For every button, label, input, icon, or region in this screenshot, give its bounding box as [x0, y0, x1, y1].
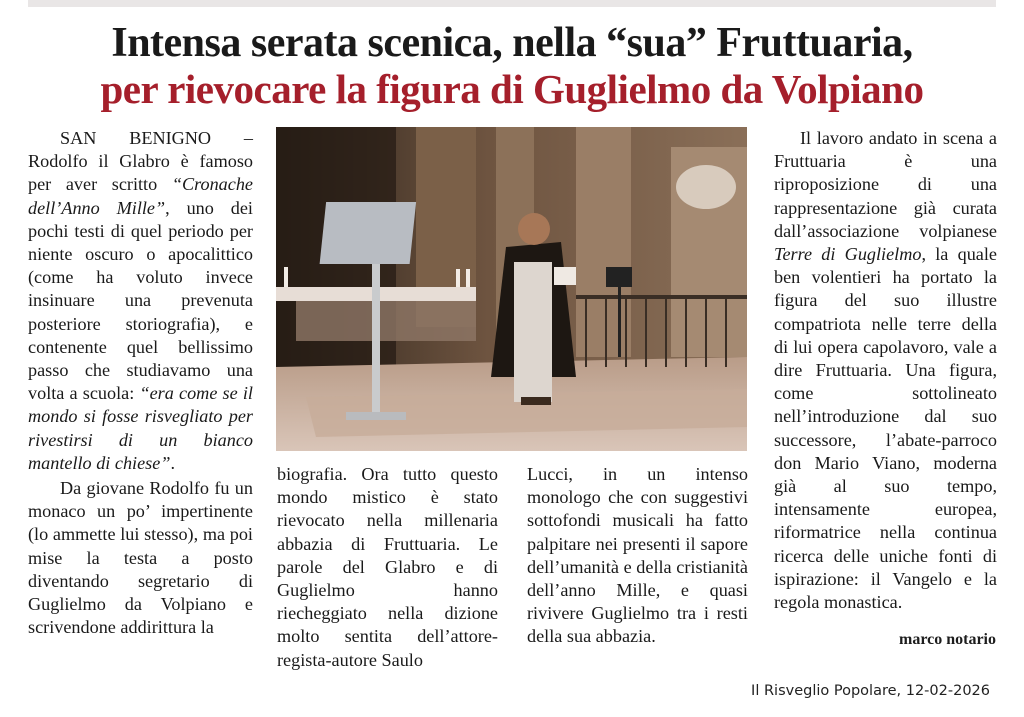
- column-1-paragraph-2: Da giovane Rodolfo fu un monaco un po’ impertinente (lo ammette lui stesso), ma poi mise la testa a posto diventando segretario di Guglielmo da Volpiano e scrivendone addirittura la: [28, 478, 253, 638]
- quote: “era come se il mondo si fosse risvegliato per rivestirsi di un bianco mantello di chiese”: [28, 383, 253, 473]
- text-run: .: [170, 452, 175, 473]
- association-name: Terre di Guglielmo: [774, 244, 922, 265]
- text-run: SAN BENIGNO – Rodolfo il Glabro è famoso per aver scritto: [28, 128, 253, 195]
- text-run: , uno dei pochi testi di quel periodo per niente oscuro o apocalittico (come ha voluto invece insinuare una prevenuta posteriore storiografia), e contenente quel bellissimo passo che studiavamo una volta a scuola:: [28, 197, 253, 404]
- article-photo: [276, 127, 747, 451]
- headline: [0, 20, 1024, 112]
- book-title: “Cronache dell’Anno Mille”: [28, 174, 253, 218]
- column-1-paragraph-1: [28, 127, 253, 475]
- column-2: [277, 463, 498, 672]
- column-3: [527, 463, 748, 649]
- photo-scene: [276, 127, 747, 451]
- headline-line-1: Intensa serata scenica, nella “sua” Fruttuaria,: [111, 20, 913, 66]
- text-run: , la quale ben volentieri ha portato la figura del suo illustre compatriota nelle terre della di lui opera capolavoro, vale a dire Fruttuaria. Una figura, come sottolineato nell’introduzione dal suo successore, l’abate-parroco don Mario Viano, moderna già al suo tempo, intensamente europea, riformatrice nella continua ricerca delle uniche fonti di ispirazione: il Vangelo e la regola monastica.: [774, 244, 997, 613]
- column-1: [28, 127, 253, 639]
- column-3-paragraph: Lucci, in un intenso monologo che con suggestivi sottofondi musicali ha fatto palpitare nei presenti il sapore dell’umanità e della cristianità dell’anno Mille, e quasi rivivere Guglielmo tra i resti della sua abbazia.: [527, 464, 748, 647]
- column-4: [774, 127, 997, 614]
- column-2-paragraph: biografia. Ora tutto questo mondo mistico è stato rievocato nella millenaria abbazia di Fruttuaria. Le parole del Glabro e di Guglielmo hanno riecheggiato nella dizione molto sentita dell’attore-regista-autore Saulo: [277, 464, 498, 670]
- source-credit: Il Risveglio Popolare, 12-02-2026: [751, 683, 990, 699]
- author-byline: marco notario: [898, 631, 996, 648]
- text-run: Il lavoro andato in scena a Fruttuaria è una riproposizione di una rappresentazione già curata dall’associazione volpianese: [774, 128, 997, 241]
- headline-line-2: per rievocare la figura di Guglielmo da Volpiano: [100, 66, 924, 112]
- top-rule: [28, 0, 996, 7]
- column-4-paragraph: [774, 127, 997, 614]
